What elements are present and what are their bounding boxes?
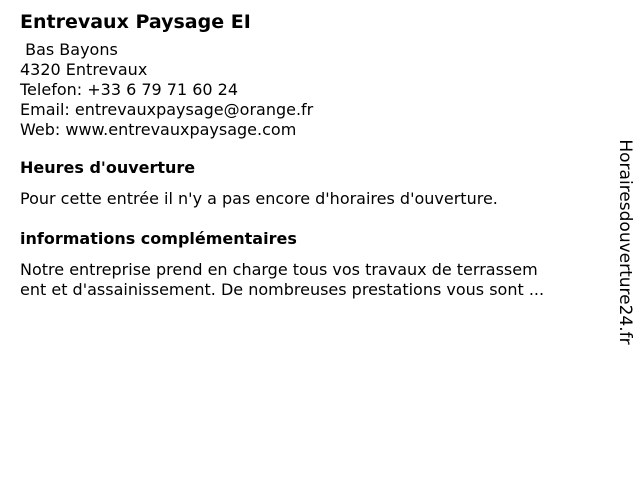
phone-line[interactable]: Telefon: +33 6 79 71 60 24 bbox=[20, 80, 239, 99]
additional-info-heading: informations complémentaires bbox=[20, 229, 297, 248]
additional-info-line-1: Notre entreprise prend en charge tous vos travaux de terrassem bbox=[20, 260, 538, 279]
site-watermark: Horairesdouverture24.fr bbox=[615, 139, 635, 345]
city-line: 4320 Entrevaux bbox=[20, 60, 148, 79]
opening-hours-heading: Heures d'ouverture bbox=[20, 158, 196, 177]
additional-info-line-2: ent et d'assainissement. De nombreuses prestations vous sont ... bbox=[20, 280, 545, 299]
business-name: Entrevaux Paysage EI bbox=[20, 11, 251, 33]
opening-hours-text: Pour cette entrée il n'y a pas encore d'horaires d'ouverture. bbox=[20, 189, 498, 208]
business-card bbox=[20, 8, 600, 300]
street-address: Bas Bayons bbox=[20, 40, 118, 59]
email-line[interactable]: Email: entrevauxpaysage@orange.fr bbox=[20, 100, 314, 119]
web-line[interactable]: Web: www.entrevauxpaysage.com bbox=[20, 120, 297, 139]
